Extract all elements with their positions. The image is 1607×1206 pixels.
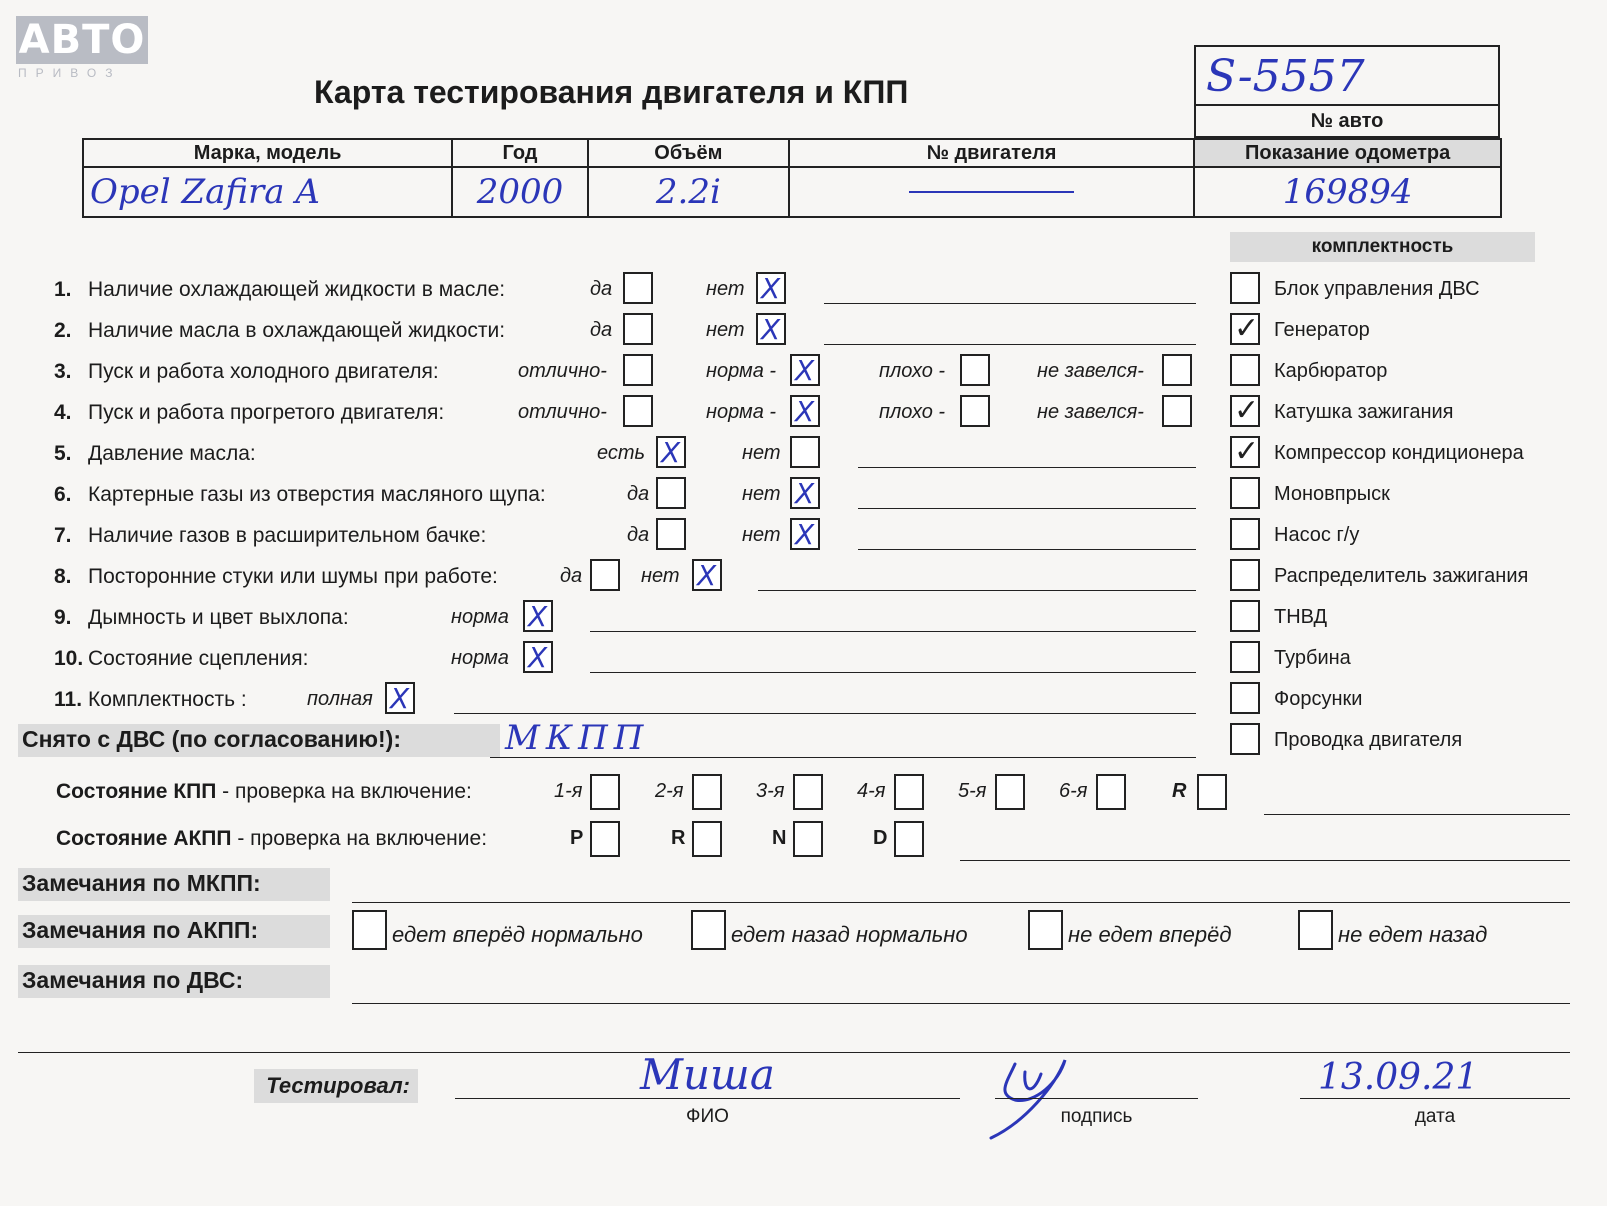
completeness-checkbox[interactable] [1230,518,1260,550]
checkbox[interactable] [960,395,990,427]
option-label: плохо - [879,401,946,423]
option-label: да [627,483,650,505]
checkbox-checked[interactable] [692,559,722,591]
question-number: 5. [54,442,72,465]
gear-label: 4-я [857,780,886,802]
completeness-label: Форсунки [1274,688,1363,710]
gear-checkbox[interactable] [995,774,1025,810]
question-number: 4. [54,401,72,424]
removed-value: МКПП [505,718,650,758]
note-line [858,549,1196,550]
checkbox-checked[interactable] [656,436,686,468]
kpp-label-rest: - проверка на включение: [216,780,472,803]
gear-checkbox[interactable] [692,821,722,857]
make-header: Марка, модель [83,139,452,167]
gear-checkbox[interactable] [793,821,823,857]
gear-checkbox[interactable] [590,821,620,857]
completeness-label: Катушка зажигания [1274,401,1454,423]
option-label: норма [451,606,509,628]
option-label: отлично- [518,401,607,423]
completeness-label: Компрессор кондиционера [1274,442,1524,464]
gear-checkbox[interactable] [692,774,722,810]
question-number: 2. [54,319,72,342]
note-line [454,713,1196,714]
option-label: да [627,524,650,546]
volume-value: 2.2i [588,167,789,217]
option-label: да [590,319,613,341]
note-line [758,590,1196,591]
checkbox-checked[interactable] [523,600,553,632]
completeness-checkbox-checked[interactable] [1230,436,1260,468]
signature-label: подпись [1060,1106,1133,1127]
question-text: Дымность и цвет выхлопа: [88,606,349,629]
akpp-line [960,860,1570,861]
question-number: 1. [54,278,72,301]
question-text: Состояние сцепления: [88,647,309,670]
remarks-dvs-label: Замечания по ДВС: [18,965,330,998]
remarks-akpp-label: Замечания по АКПП: [18,915,330,948]
completeness-checkbox[interactable] [1230,682,1260,714]
gear-label: R [671,827,686,849]
question-number: 3. [54,360,72,383]
fio-value: Миша [640,1050,775,1099]
gear-label: 3-я [756,780,785,802]
question-text: Давление масла: [88,442,256,465]
make-value: Opel Zafira A [83,167,452,217]
removed-line [490,757,1196,758]
gear-checkbox[interactable] [894,821,924,857]
completeness-checkbox[interactable] [1230,641,1260,673]
akpp-label-bold: Состояние АКПП [56,827,232,850]
completeness-checkbox[interactable] [1230,723,1260,755]
question-text: Посторонние стуки или шумы при работе: [88,565,498,588]
kpp-line [1264,814,1570,815]
akpp-remark-checkbox[interactable] [1298,910,1333,950]
removed-label: Снято с ДВС (по согласованию!): [18,724,500,757]
checkbox-checked[interactable] [756,272,786,304]
fio-label: ФИО [686,1106,729,1127]
completeness-label: ТНВД [1274,606,1328,628]
gear-label: 5-я [958,780,987,802]
checkbox[interactable] [623,354,653,386]
gear-label: R [1172,780,1187,802]
remarks-dvs-line [352,1003,1570,1004]
gear-checkbox[interactable] [793,774,823,810]
completeness-checkbox[interactable] [1230,559,1260,591]
kpp-label [56,780,472,804]
akpp-remark-checkbox[interactable] [1028,910,1063,950]
checkbox[interactable] [656,518,686,550]
signature-line [995,1098,1198,1099]
akpp-remark-checkbox[interactable] [691,910,726,950]
option-label: нет [742,483,781,505]
akpp-remark-label: едет назад нормально [731,922,968,947]
gear-label: 6-я [1059,780,1088,802]
checkbox[interactable] [590,559,620,591]
question-text: Пуск и работа холодного двигателя: [88,360,439,383]
signature-image [985,1052,1085,1142]
gear-checkbox[interactable] [1197,774,1227,810]
akpp-remark-label: едет вперёд нормально [392,922,643,947]
checkbox-checked[interactable] [790,477,820,509]
question-text: Наличие газов в расширительном бачке: [88,524,487,547]
fio-line [455,1098,960,1099]
volume-header: Объём [588,139,789,167]
checkbox[interactable] [790,436,820,468]
completeness-checkbox[interactable] [1230,272,1260,304]
date-value: 13.09.21 [1318,1057,1479,1098]
question-number: 9. [54,606,72,629]
date-label: дата [1414,1106,1456,1127]
note-line [858,508,1196,509]
question-number: 11. [54,688,83,711]
checkbox-checked[interactable] [385,682,415,714]
gear-checkbox[interactable] [1096,774,1126,810]
option-label: отлично- [518,360,607,382]
option-label: плохо - [879,360,946,382]
vehicle-number-box [1194,45,1500,138]
completeness-label: Генератор [1274,319,1370,341]
question-number: 8. [54,565,72,588]
engine-number-header: № двигателя [789,139,1194,167]
note-line [824,344,1196,345]
checkbox-checked[interactable] [523,641,553,673]
checkbox[interactable] [1162,354,1192,386]
option-label: да [560,565,583,587]
note-line [824,303,1196,304]
checkbox-checked[interactable] [790,518,820,550]
odometer-value: 169894 [1194,167,1501,217]
gear-label: P [570,827,584,849]
question-text: Комплектность : [88,688,247,711]
checkbox[interactable] [1162,395,1192,427]
checkbox[interactable] [623,395,653,427]
completeness-label: Блок управления ДВС [1274,278,1480,300]
gear-label: 1-я [554,780,583,802]
checkbox[interactable] [656,477,686,509]
note-line [590,672,1196,673]
question-number: 7. [54,524,72,547]
gear-label: 2-я [655,780,684,802]
odometer-header: Показание одометра [1194,139,1501,167]
checkbox[interactable] [623,272,653,304]
completeness-label: Карбюратор [1274,360,1388,382]
question-text: Пуск и работа прогретого двигателя: [88,401,445,424]
engine-number-dash [909,191,1074,193]
question-text: Наличие масла в охлаждающей жидкости: [88,319,506,342]
akpp-label [56,827,487,851]
kpp-label-bold: Состояние КПП [56,780,217,803]
option-label: не завелся- [1037,401,1144,423]
checkbox-checked[interactable] [756,313,786,345]
completeness-label: Турбина [1274,647,1351,669]
completeness-label: Распределитель зажигания [1274,565,1529,587]
vehicle-number-value: S-5557 [1206,51,1365,102]
completeness-label: Моновпрыск [1274,483,1390,505]
logo: АВТО [16,16,148,64]
completeness-checkbox[interactable] [1230,600,1260,632]
completeness-title: комплектность [1230,232,1535,262]
year-value: 2000 [452,167,588,217]
akpp-remark-checkbox[interactable] [352,910,387,950]
option-label: нет [742,442,781,464]
option-label: не завелся- [1037,360,1144,382]
completeness-checkbox-checked[interactable] [1230,395,1260,427]
gear-label: D [873,827,888,849]
akpp-label-rest: - проверка на включение: [231,827,488,850]
akpp-remark-label: не едет вперёд [1068,922,1232,947]
question-number: 10. [54,647,84,670]
gear-label: N [772,827,787,849]
option-label: есть [597,442,646,464]
option-label: норма [451,647,509,669]
checkbox-checked[interactable] [790,354,820,386]
remarks-mkpp-line [352,902,1570,903]
checkbox[interactable] [623,313,653,345]
note-line [590,631,1196,632]
option-label: нет [641,565,680,587]
completeness-checkbox-checked[interactable] [1230,313,1260,345]
tested-by-label: Тестировал: [254,1069,418,1103]
logo-subtitle: ПРИВОЗ [18,66,122,80]
footer-divider [18,1052,1570,1053]
checkbox-checked[interactable] [790,395,820,427]
option-label: да [590,278,613,300]
completeness-checkbox[interactable] [1230,477,1260,509]
option-label: нет [742,524,781,546]
question-number: 6. [54,483,72,506]
akpp-remark-label: не едет назад [1338,922,1488,947]
question-text: Наличие охлаждающей жидкости в масле: [88,278,506,301]
gear-checkbox[interactable] [590,774,620,810]
completeness-checkbox[interactable] [1230,354,1260,386]
completeness-label: Проводка двигателя [1274,729,1463,751]
option-label: норма - [706,360,777,382]
note-line [858,467,1196,468]
engine-number-value [789,167,1194,217]
page-title: Карта тестирования двигателя и КПП [314,74,909,110]
vehicle-number-label: № авто [1196,104,1498,136]
vehicle-info-table [82,138,1502,218]
option-label: нет [706,278,745,300]
year-header: Год [452,139,588,167]
completeness-label: Насос г/у [1274,524,1360,546]
option-label: нет [706,319,745,341]
option-label: норма - [706,401,777,423]
remarks-mkpp-label: Замечания по МКПП: [18,868,330,901]
checkbox[interactable] [960,354,990,386]
gear-checkbox[interactable] [894,774,924,810]
date-line [1300,1098,1570,1099]
option-label: полная [307,688,373,710]
question-text: Картерные газы из отверстия масляного щупа: [88,483,546,506]
